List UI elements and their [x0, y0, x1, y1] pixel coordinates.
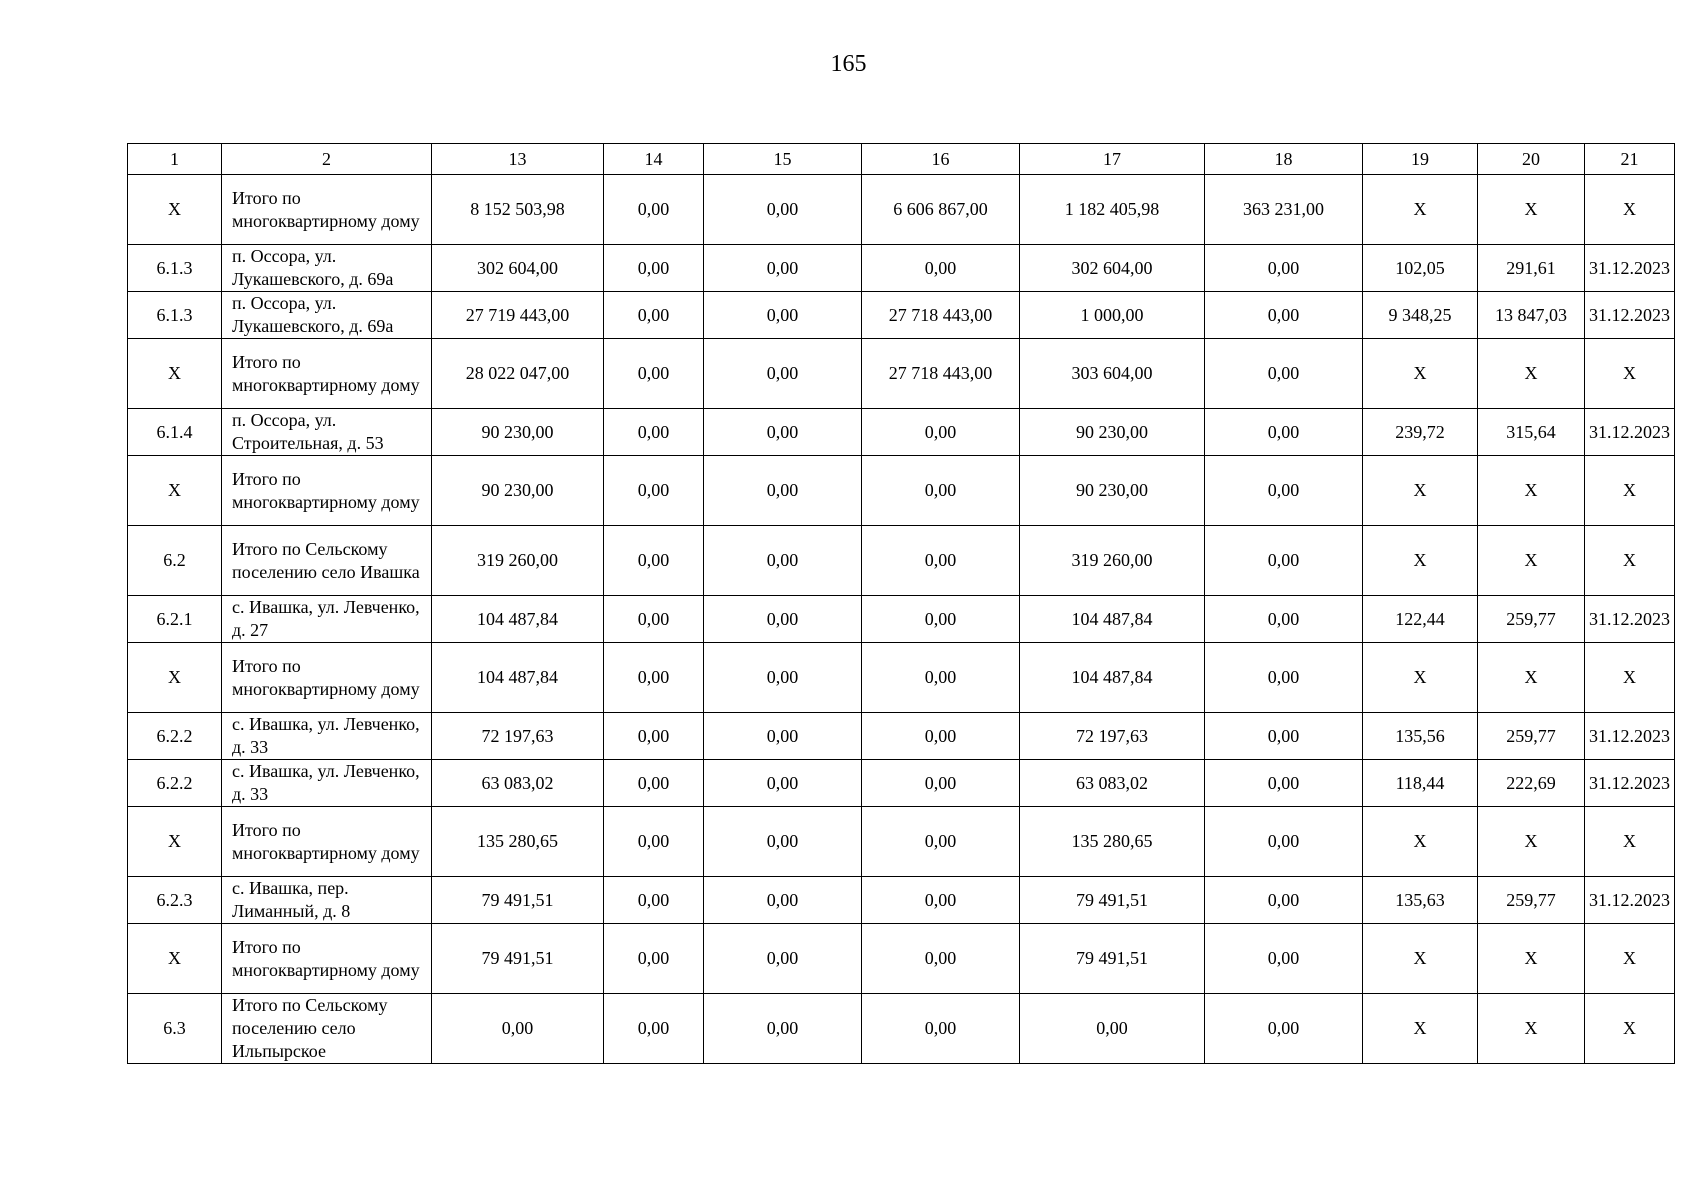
address-cell: Итого по многоквартирному дому — [222, 456, 432, 526]
header-row — [128, 144, 1675, 175]
col17-cell: 90 230,00 — [1020, 456, 1205, 526]
address-cell: Итого по многоквартирному дому — [222, 924, 432, 994]
col14-cell: 0,00 — [604, 175, 704, 245]
col20-cell: 259,77 — [1478, 877, 1585, 924]
date-cell: X — [1585, 339, 1675, 409]
row-number-cell: 6.2.1 — [128, 596, 222, 643]
col16-cell: 0,00 — [862, 409, 1020, 456]
col17-cell: 1 000,00 — [1020, 292, 1205, 339]
col14-cell: 0,00 — [604, 245, 704, 292]
col14-cell: 0,00 — [604, 526, 704, 596]
col14-cell: 0,00 — [604, 339, 704, 409]
total-cost-cell: 302 604,00 — [432, 245, 604, 292]
col20-cell: X — [1478, 924, 1585, 994]
total-cost-cell: 79 491,51 — [432, 924, 604, 994]
col20-cell: 222,69 — [1478, 760, 1585, 807]
col16-cell: 27 718 443,00 — [862, 339, 1020, 409]
col16-cell: 0,00 — [862, 807, 1020, 877]
col19-cell: 135,56 — [1363, 713, 1478, 760]
column-header: 14 — [604, 144, 704, 175]
col19-cell: X — [1363, 807, 1478, 877]
date-cell: X — [1585, 643, 1675, 713]
date-cell: 31.12.2023 — [1585, 409, 1675, 456]
col19-cell: 102,05 — [1363, 245, 1478, 292]
col19-cell: X — [1363, 643, 1478, 713]
row-number-cell: X — [128, 924, 222, 994]
col17-cell: 319 260,00 — [1020, 526, 1205, 596]
col16-cell: 6 606 867,00 — [862, 175, 1020, 245]
col15-cell: 0,00 — [704, 175, 862, 245]
date-cell: X — [1585, 526, 1675, 596]
address-cell: п. Оссора, ул. Лукашевского, д. 69а — [222, 245, 432, 292]
row-number-cell: 6.2.3 — [128, 877, 222, 924]
col19-cell: 135,63 — [1363, 877, 1478, 924]
col19-cell: X — [1363, 175, 1478, 245]
total-cost-cell: 104 487,84 — [432, 596, 604, 643]
col16-cell: 0,00 — [862, 596, 1020, 643]
col18-cell: 363 231,00 — [1205, 175, 1363, 245]
address-cell: с. Ивашка, ул. Левченко, д. 33 — [222, 713, 432, 760]
col20-cell: X — [1478, 807, 1585, 877]
date-cell: X — [1585, 175, 1675, 245]
table-row — [128, 175, 1675, 245]
address-cell: с. Ивашка, ул. Левченко, д. 33 — [222, 760, 432, 807]
col20-cell: X — [1478, 526, 1585, 596]
col18-cell: 0,00 — [1205, 526, 1363, 596]
col18-cell: 0,00 — [1205, 924, 1363, 994]
column-header: 20 — [1478, 144, 1585, 175]
row-number-cell: 6.1.3 — [128, 245, 222, 292]
col17-cell: 79 491,51 — [1020, 924, 1205, 994]
col18-cell: 0,00 — [1205, 713, 1363, 760]
address-cell: Итого по Сельскому поселению село Ивашка — [222, 526, 432, 596]
total-cost-cell: 104 487,84 — [432, 643, 604, 713]
total-cost-cell: 90 230,00 — [432, 456, 604, 526]
total-cost-cell: 90 230,00 — [432, 409, 604, 456]
col17-cell: 72 197,63 — [1020, 713, 1205, 760]
row-number-cell: 6.2.2 — [128, 760, 222, 807]
row-number-cell: X — [128, 807, 222, 877]
total-cost-cell: 28 022 047,00 — [432, 339, 604, 409]
total-cost-cell: 79 491,51 — [432, 877, 604, 924]
col20-cell: X — [1478, 175, 1585, 245]
col14-cell: 0,00 — [604, 877, 704, 924]
column-header: 1 — [128, 144, 222, 175]
table-row — [128, 292, 1675, 339]
col15-cell: 0,00 — [704, 713, 862, 760]
col19-cell: X — [1363, 456, 1478, 526]
col17-cell: 0,00 — [1020, 994, 1205, 1064]
table-row — [128, 760, 1675, 807]
col15-cell: 0,00 — [704, 292, 862, 339]
total-cost-cell: 8 152 503,98 — [432, 175, 604, 245]
col19-cell: 122,44 — [1363, 596, 1478, 643]
date-cell: X — [1585, 994, 1675, 1064]
row-number-cell: 6.3 — [128, 994, 222, 1064]
col14-cell: 0,00 — [604, 409, 704, 456]
total-cost-cell: 63 083,02 — [432, 760, 604, 807]
address-cell: с. Ивашка, пер. Лиманный, д. 8 — [222, 877, 432, 924]
col14-cell: 0,00 — [604, 643, 704, 713]
col16-cell: 0,00 — [862, 643, 1020, 713]
row-number-cell: X — [128, 339, 222, 409]
col16-cell: 0,00 — [862, 877, 1020, 924]
table-row — [128, 924, 1675, 994]
table-row — [128, 245, 1675, 292]
total-cost-cell: 27 719 443,00 — [432, 292, 604, 339]
col15-cell: 0,00 — [704, 456, 862, 526]
table-row — [128, 807, 1675, 877]
total-cost-cell: 319 260,00 — [432, 526, 604, 596]
row-number-cell: X — [128, 175, 222, 245]
col20-cell: 291,61 — [1478, 245, 1585, 292]
col16-cell: 0,00 — [862, 456, 1020, 526]
address-cell: с. Ивашка, ул. Левченко, д. 27 — [222, 596, 432, 643]
date-cell: 31.12.2023 — [1585, 245, 1675, 292]
col16-cell: 0,00 — [862, 713, 1020, 760]
col18-cell: 0,00 — [1205, 409, 1363, 456]
row-number-cell: X — [128, 643, 222, 713]
col19-cell: X — [1363, 924, 1478, 994]
col20-cell: X — [1478, 339, 1585, 409]
date-cell: 31.12.2023 — [1585, 877, 1675, 924]
col20-cell: 13 847,03 — [1478, 292, 1585, 339]
col19-cell: 9 348,25 — [1363, 292, 1478, 339]
col16-cell: 0,00 — [862, 994, 1020, 1064]
col19-cell: 118,44 — [1363, 760, 1478, 807]
data-table — [127, 143, 1675, 1064]
col14-cell: 0,00 — [604, 807, 704, 877]
address-cell: п. Оссора, ул. Лукашевского, д. 69а — [222, 292, 432, 339]
col19-cell: 239,72 — [1363, 409, 1478, 456]
date-cell: X — [1585, 456, 1675, 526]
col15-cell: 0,00 — [704, 760, 862, 807]
col17-cell: 104 487,84 — [1020, 596, 1205, 643]
row-number-cell: 6.2.2 — [128, 713, 222, 760]
col17-cell: 135 280,65 — [1020, 807, 1205, 877]
col15-cell: 0,00 — [704, 994, 862, 1064]
column-header: 2 — [222, 144, 432, 175]
col17-cell: 90 230,00 — [1020, 409, 1205, 456]
col16-cell: 0,00 — [862, 526, 1020, 596]
date-cell: X — [1585, 807, 1675, 877]
col18-cell: 0,00 — [1205, 456, 1363, 526]
col18-cell: 0,00 — [1205, 339, 1363, 409]
column-header: 16 — [862, 144, 1020, 175]
col15-cell: 0,00 — [704, 526, 862, 596]
col20-cell: X — [1478, 643, 1585, 713]
col15-cell: 0,00 — [704, 807, 862, 877]
address-cell: Итого по многоквартирному дому — [222, 339, 432, 409]
col14-cell: 0,00 — [604, 760, 704, 807]
col15-cell: 0,00 — [704, 409, 862, 456]
address-cell: п. Оссора, ул. Строительная, д. 53 — [222, 409, 432, 456]
col19-cell: X — [1363, 339, 1478, 409]
table-row — [128, 877, 1675, 924]
date-cell: 31.12.2023 — [1585, 292, 1675, 339]
col18-cell: 0,00 — [1205, 292, 1363, 339]
table-row — [128, 456, 1675, 526]
date-cell: 31.12.2023 — [1585, 760, 1675, 807]
column-header: 15 — [704, 144, 862, 175]
date-cell: 31.12.2023 — [1585, 713, 1675, 760]
row-number-cell: 6.1.4 — [128, 409, 222, 456]
address-cell: Итого по многоквартирному дому — [222, 807, 432, 877]
col18-cell: 0,00 — [1205, 877, 1363, 924]
col14-cell: 0,00 — [604, 994, 704, 1064]
table-row — [128, 339, 1675, 409]
col20-cell: 259,77 — [1478, 713, 1585, 760]
col16-cell: 0,00 — [862, 924, 1020, 994]
col18-cell: 0,00 — [1205, 643, 1363, 713]
row-number-cell: X — [128, 456, 222, 526]
col15-cell: 0,00 — [704, 924, 862, 994]
col18-cell: 0,00 — [1205, 245, 1363, 292]
col19-cell: X — [1363, 994, 1478, 1064]
col18-cell: 0,00 — [1205, 994, 1363, 1064]
table-row — [128, 526, 1675, 596]
col20-cell: 315,64 — [1478, 409, 1585, 456]
col17-cell: 303 604,00 — [1020, 339, 1205, 409]
address-cell: Итого по многоквартирному дому — [222, 643, 432, 713]
col17-cell: 79 491,51 — [1020, 877, 1205, 924]
col14-cell: 0,00 — [604, 456, 704, 526]
row-number-cell: 6.1.3 — [128, 292, 222, 339]
col15-cell: 0,00 — [704, 643, 862, 713]
col14-cell: 0,00 — [604, 292, 704, 339]
col20-cell: X — [1478, 456, 1585, 526]
col20-cell: 259,77 — [1478, 596, 1585, 643]
table-row — [128, 643, 1675, 713]
column-header: 19 — [1363, 144, 1478, 175]
table-row — [128, 994, 1675, 1064]
col17-cell: 302 604,00 — [1020, 245, 1205, 292]
date-cell: X — [1585, 924, 1675, 994]
col16-cell: 0,00 — [862, 760, 1020, 807]
col15-cell: 0,00 — [704, 877, 862, 924]
col14-cell: 0,00 — [604, 713, 704, 760]
col17-cell: 104 487,84 — [1020, 643, 1205, 713]
col14-cell: 0,00 — [604, 924, 704, 994]
column-header: 17 — [1020, 144, 1205, 175]
col18-cell: 0,00 — [1205, 807, 1363, 877]
column-header: 21 — [1585, 144, 1675, 175]
address-cell: Итого по Сельскому поселению село Ильпырское — [222, 994, 432, 1064]
date-cell: 31.12.2023 — [1585, 596, 1675, 643]
col17-cell: 1 182 405,98 — [1020, 175, 1205, 245]
col17-cell: 63 083,02 — [1020, 760, 1205, 807]
row-number-cell: 6.2 — [128, 526, 222, 596]
column-header: 13 — [432, 144, 604, 175]
col18-cell: 0,00 — [1205, 760, 1363, 807]
table-row — [128, 409, 1675, 456]
col20-cell: X — [1478, 994, 1585, 1064]
col15-cell: 0,00 — [704, 245, 862, 292]
total-cost-cell: 0,00 — [432, 994, 604, 1064]
column-header: 18 — [1205, 144, 1363, 175]
col14-cell: 0,00 — [604, 596, 704, 643]
col16-cell: 27 718 443,00 — [862, 292, 1020, 339]
col19-cell: X — [1363, 526, 1478, 596]
table-row — [128, 596, 1675, 643]
address-cell: Итого по многоквартирному дому — [222, 175, 432, 245]
col15-cell: 0,00 — [704, 339, 862, 409]
total-cost-cell: 72 197,63 — [432, 713, 604, 760]
col18-cell: 0,00 — [1205, 596, 1363, 643]
total-cost-cell: 135 280,65 — [432, 807, 604, 877]
table-row — [128, 713, 1675, 760]
col16-cell: 0,00 — [862, 245, 1020, 292]
page-number: 165 — [830, 51, 867, 77]
col15-cell: 0,00 — [704, 596, 862, 643]
